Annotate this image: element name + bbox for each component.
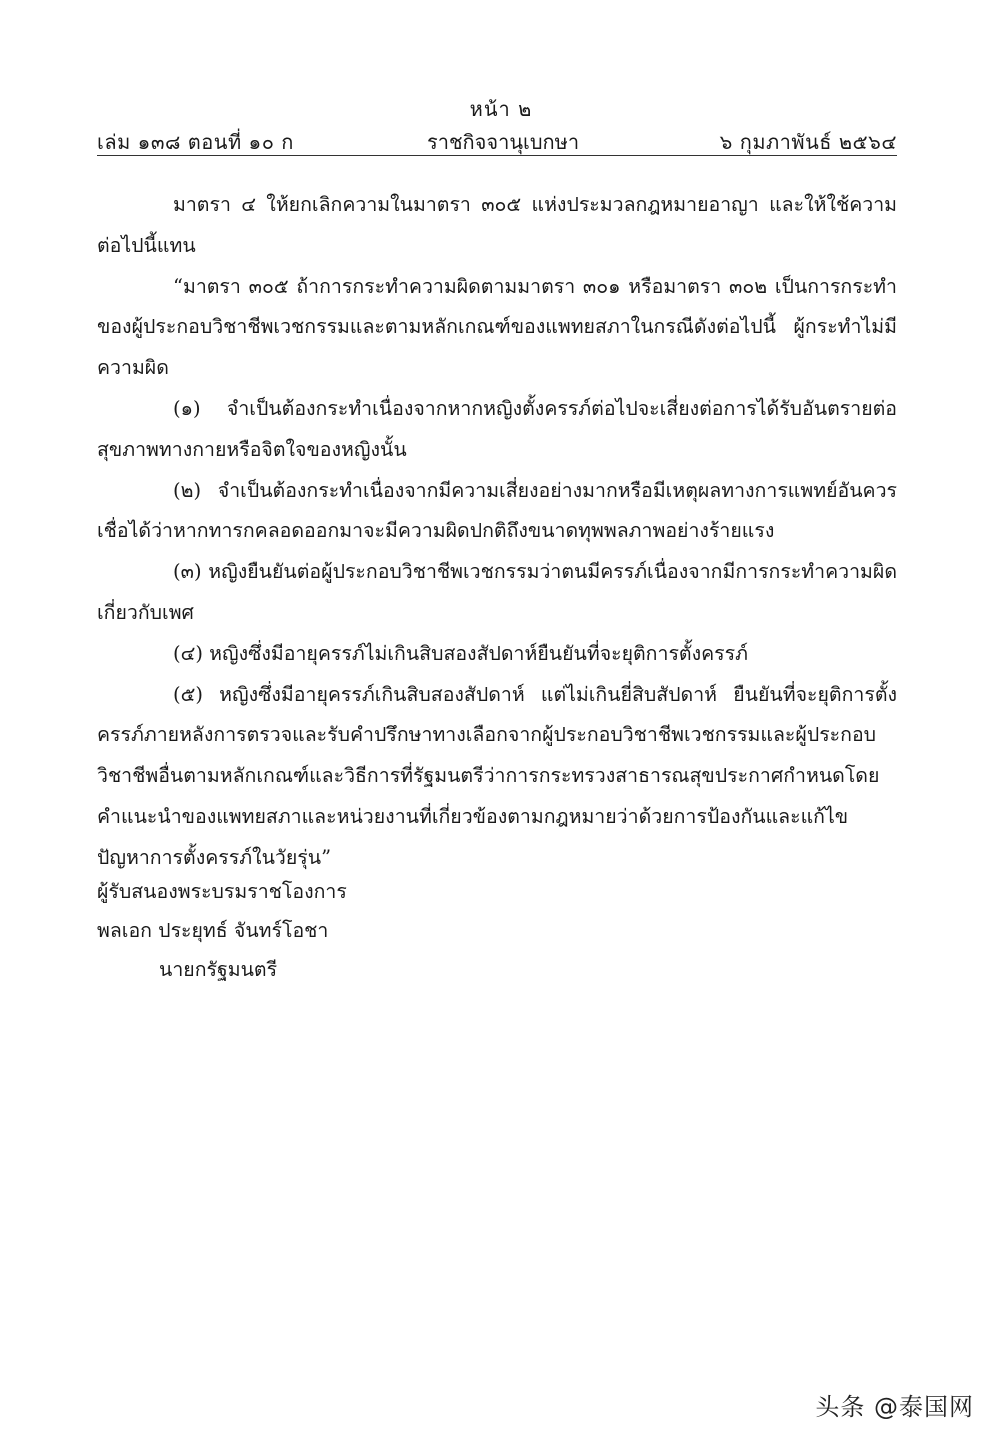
header-rule bbox=[97, 155, 897, 156]
volume-issue: เล่ม ๑๓๘ ตอนที่ ๑๐ ก bbox=[97, 130, 294, 154]
signature-block bbox=[97, 872, 347, 989]
paragraph-clause-1: (๑) จำเป็นต้องกระทำเนื่องจากหากหญิงตั้งครรภ์ต่อไปจะเสี่ยงต่อการได้รับอันตรายต่อสุขภาพทางกายหรือจิตใจของหญิงนั้น bbox=[97, 396, 897, 461]
page-number: หน้า ๒ bbox=[469, 97, 533, 121]
signatory-name: พลเอก ประยุทธ์ จันทร์โอชา bbox=[97, 919, 329, 942]
paragraph-clause-5: (๕) หญิงซึ่งมีอายุครรภ์เกินสิบสองสัปดาห์ แต่ไม่เกินยี่สิบสัปดาห์ ยืนยันที่จะยุติการตั้งครรภ์ภายหลังการตรวจและรับคำปรึกษาทางเลือกจากผู้ประกอบวิชาชีพเวชกรรมและผู้ประกอบวิชาชีพอื่นตามหลักเกณฑ์และวิธีการที่รัฐมนตรีว่าการกระทรวงสาธารณสุขประกาศกำหนดโดยคำแนะนำของแพทยสภาและหน่วยงานที่เกี่ยวข้องตามกฎหมายว่าด้วยการป้องกันและแก้ไขปัญหาการตั้งครรภ์ในวัยรุ่น” bbox=[97, 682, 897, 869]
countersign-line: ผู้รับสนองพระบรมราชโองการ bbox=[97, 880, 347, 903]
paragraph-section-305: “มาตรา ๓๐๕ ถ้าการกระทำความผิดตามมาตรา ๓๐๑ หรือมาตรา ๓๐๒ เป็นการกระทำของผู้ประกอบวิชาชีพเวชกรรมและตามหลักเกณฑ์ของแพทยสภาในกรณีดังต่อไปนี้ ผู้กระทำไม่มีความผิด bbox=[97, 274, 897, 380]
paragraph-clause-2: (๒) จำเป็นต้องกระทำเนื่องจากมีความเสี่ยงอย่างมากหรือมีเหตุผลทางการแพทย์อันควรเชื่อได้ว่าหากทารกคลอดออกมาจะมีความผิดปกติถึงขนาดทุพพลภาพอย่างร้ายแรง bbox=[97, 478, 897, 543]
publication-name: ราชกิจจานุเบกษา bbox=[427, 130, 580, 154]
paragraph-clause-4: (๔) หญิงซึ่งมีอายุครรภ์ไม่เกินสิบสองสัปดาห์ยืนยันที่จะยุติการตั้งครรภ์ bbox=[173, 641, 748, 665]
publication-date: ๖ กุมภาพันธ์ ๒๕๖๔ bbox=[719, 130, 897, 154]
signatory-position: นายกรัฐมนตรี bbox=[159, 958, 278, 981]
paragraph-clause-3: (๓) หญิงยืนยันต่อผู้ประกอบวิชาชีพเวชกรรมว่าตนมีครรภ์เนื่องจากมีการกระทำความผิดเกี่ยวกับเพศ bbox=[97, 560, 897, 624]
watermark: 头条 @泰国网 bbox=[815, 1393, 974, 1421]
gazette-header bbox=[97, 126, 897, 156]
document-body bbox=[97, 185, 897, 879]
paragraph-section-4: มาตรา ๔ ให้ยกเลิกความในมาตรา ๓๐๕ แห่งประมวลกฎหมายอาญา และให้ใช้ความต่อไปนี้แทน bbox=[97, 193, 897, 257]
